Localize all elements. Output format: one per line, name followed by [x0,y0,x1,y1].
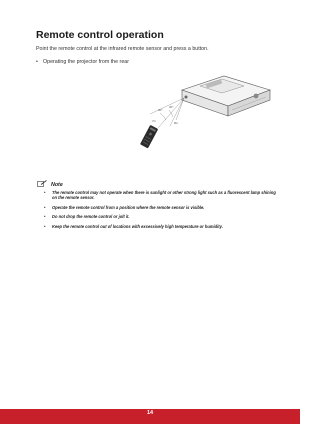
bullet-text: Operating the projector from the rear [43,59,129,65]
remote-control-icon [140,125,158,149]
page-number: 14 [146,410,154,416]
note-item: • Operate the remote control from a position where the remote sensor is visible. [44,205,276,210]
angle-label-left: 30° [158,108,163,112]
note-item: • Keep the remote control out of locations with excessively high temperature or humidity. [44,224,276,229]
projector-remote-illustration [136,70,272,160]
note-list [44,190,276,233]
note-heading-text: Note [51,182,63,188]
projector-icon [182,76,270,116]
intro-paragraph: Point the remote control at the infrared remote sensor and press a button. [36,46,209,52]
angle-label-right: 30° [169,105,174,109]
note-heading [37,180,63,188]
distance-label-a: 7m [152,119,157,123]
bullet-dot: • [36,59,38,65]
note-item: • The remote control may not operate when there is sunlight or other strong light such as a fluorescent lamp shining on the remote sensor. [44,190,276,201]
pencil-note-icon [37,180,47,187]
distance-label-b: 8m [174,121,179,125]
note-item: • Do not drop the remote control or jolt it. [44,214,276,219]
ir-range-lines [150,98,184,128]
page-title: Remote control operation [36,29,164,41]
bullet-operating-rear [36,59,136,66]
page-footer [0,409,300,424]
